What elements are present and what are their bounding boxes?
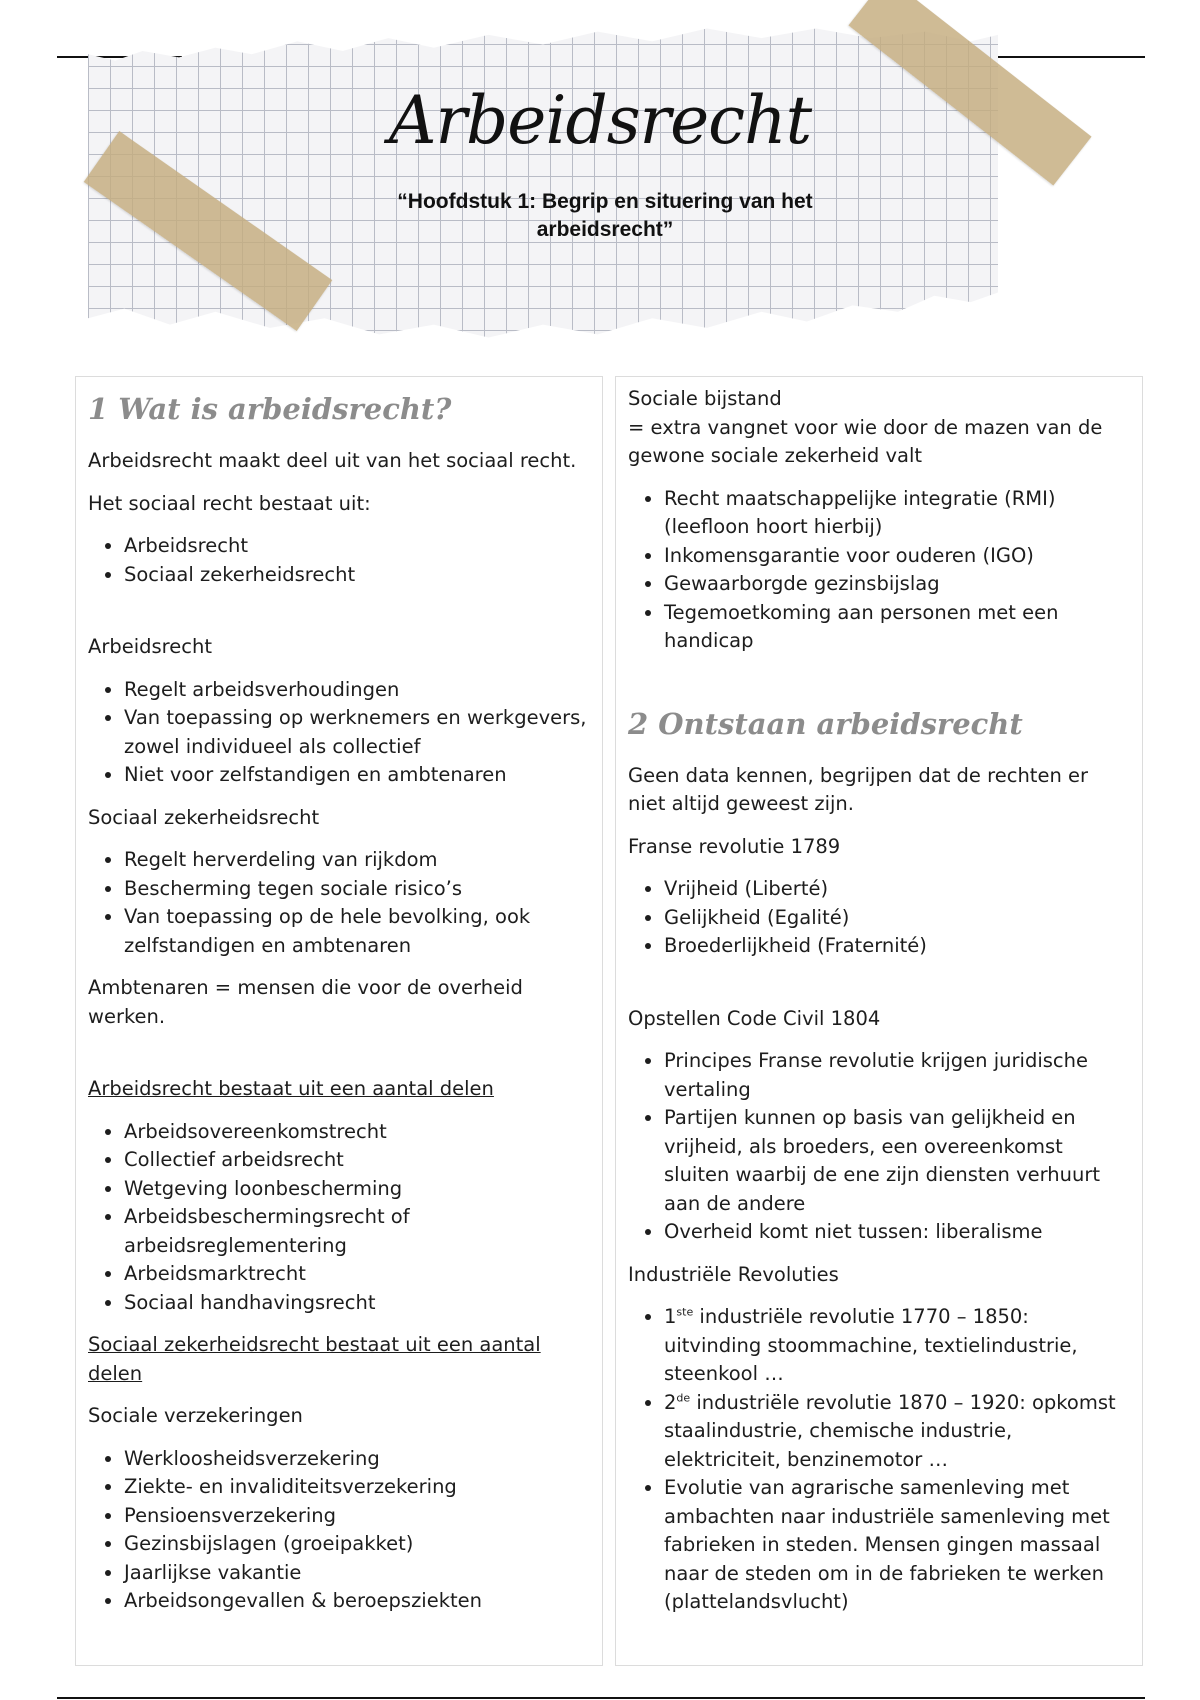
bullet-list xyxy=(88,676,588,790)
list-item: • Overheid komt niet tussen: liberalisme xyxy=(664,1218,1128,1247)
list-item: • Vrijheid (Liberté) xyxy=(664,875,1128,904)
section-1-title: 1 Wat is arbeidsrecht? xyxy=(88,392,452,426)
list-item: • Partijen kunnen op basis van gelijkheid en vrijheid, als broeders, een overeenkomst sluiten waarbij de ene zijn diensten verhuurt aan de andere xyxy=(664,1104,1128,1218)
ordinal-number: 2 xyxy=(664,1390,677,1414)
list-item: • Werkloosheidsverzekering xyxy=(124,1445,588,1474)
document-title: Arbeidsrecht xyxy=(388,82,812,159)
bullet-list xyxy=(88,532,588,589)
footer-rule xyxy=(57,1697,1145,1699)
bullet-list xyxy=(628,1303,1128,1617)
list-item-text: industriële revolutie 1870 – 1920: opkomst staalindustrie, chemische industrie, elektriciteit, benzinemotor … xyxy=(664,1390,1116,1471)
ordinal-suffix: de xyxy=(676,1391,691,1404)
list-item-text: industriële revolutie 1770 – 1850: uitvinding stoommachine, textielindustrie, steenkool … xyxy=(664,1305,1078,1385)
paragraph: Geen data kennen, begrijpen dat de rechten er niet altijd geweest zijn. xyxy=(628,763,1089,815)
list-item: • Arbeidsbeschermingsrecht of arbeidsreglementering xyxy=(124,1203,588,1260)
bullet-list xyxy=(88,1118,588,1318)
list-item xyxy=(664,1389,1128,1475)
list-item: • Gezinsbijslagen (groeipakket) xyxy=(124,1530,588,1559)
list-item: • Arbeidsmarktrecht xyxy=(124,1260,588,1289)
header-rule-right xyxy=(990,56,1145,58)
bullet-list xyxy=(88,1445,588,1616)
list-item: • Niet voor zelfstandigen en ambtenaren xyxy=(124,761,588,790)
list-item: • Jaarlijkse vakantie xyxy=(124,1559,588,1588)
subheading: Sociale bijstand xyxy=(628,387,782,410)
section-2-title: 2 Ontstaan arbeidsrecht xyxy=(628,706,1023,741)
list-item: • Gelijkheid (Egalité) xyxy=(664,904,1128,933)
list-item: • Evolutie van agrarische samenleving met ambachten naar industriële samenleving met fabrieken in steden. Mensen gingen massaal naar de steden om in de fabrieken te werken (plattelandsvlucht) xyxy=(664,1474,1128,1617)
list-item: • Sociaal handhavingsrecht xyxy=(124,1289,588,1318)
subheading: Sociaal zekerheidsrecht xyxy=(88,805,320,829)
subheading: Opstellen Code Civil 1804 xyxy=(628,1006,881,1030)
list-item: • Ziekte- en invaliditeitsverzekering xyxy=(124,1473,588,1502)
list-item: • Van toepassing op de hele bevolking, ook zelfstandigen en ambtenaren xyxy=(124,903,588,960)
paragraph: Arbeidsrecht maakt deel uit van het sociaal recht. xyxy=(88,449,577,472)
grid-paper-banner xyxy=(88,22,998,344)
subheading: Arbeidsrecht xyxy=(88,635,212,658)
list-item: • Principes Franse revolutie krijgen juridische vertaling xyxy=(664,1047,1128,1104)
bullet-list xyxy=(628,875,1128,961)
ordinal-suffix: ste xyxy=(676,1305,694,1319)
subheading: Franse revolutie 1789 xyxy=(628,834,841,858)
paragraph: Ambtenaren = mensen die voor de overheid werken. xyxy=(88,976,523,1028)
right-column xyxy=(615,376,1143,1666)
list-item: • Arbeidsovereenkomstrecht xyxy=(124,1118,588,1147)
list-item: • Arbeidsrecht xyxy=(124,532,588,561)
subheading-underlined: Arbeidsrecht bestaat uit een aantal delen xyxy=(88,1077,494,1100)
list-item: • Recht maatschappelijke integratie (RMI) (leefloon hoort hierbij) xyxy=(664,485,1128,542)
left-column xyxy=(75,376,603,1666)
bullet-list xyxy=(628,485,1128,656)
list-item: • Wetgeving loonbescherming xyxy=(124,1175,588,1204)
list-item: • Tegemoetkoming aan personen met een handicap xyxy=(664,599,1128,656)
list-item: • Gewaarborgde gezinsbijslag xyxy=(664,570,1128,599)
paragraph: Het sociaal recht bestaat uit: xyxy=(88,491,371,515)
list-item: • Regelt herverdeling van rijkdom xyxy=(124,846,588,875)
list-item: • Pensioensverzekering xyxy=(124,1502,588,1531)
subheading: Sociale verzekeringen xyxy=(88,1404,303,1427)
list-item: • Inkomensgarantie voor ouderen (IGO) xyxy=(664,542,1128,571)
list-item: • Broederlijkheid (Fraternité) xyxy=(664,932,1128,961)
ordinal-number: 1 xyxy=(664,1305,677,1328)
paragraph: = extra vangnet voor wie door de mazen van de gewone sociale zekerheid valt xyxy=(628,415,1103,467)
list-item xyxy=(664,1303,1128,1389)
bullet-list xyxy=(88,846,588,960)
list-item: • Arbeidsongevallen & beroepsziekten xyxy=(124,1587,588,1616)
subheading-underlined: Sociaal zekerheidsrecht bestaat uit een aantal delen xyxy=(88,1333,541,1385)
subheading: Industriële Revoluties xyxy=(628,1262,839,1286)
list-item: • Bescherming tegen sociale risico’s xyxy=(124,875,588,904)
list-item: • Regelt arbeidsverhoudingen xyxy=(124,676,588,705)
bullet-list xyxy=(628,1047,1128,1247)
list-item: • Sociaal zekerheidsrecht xyxy=(124,561,588,590)
document-subtitle: “Hoofdstuk 1: Begrip en situering van het arbeidsrecht” xyxy=(397,190,813,241)
list-item: • Van toepassing op werknemers en werkgevers, zowel individueel als collectief xyxy=(124,704,588,761)
list-item: • Collectief arbeidsrecht xyxy=(124,1146,588,1175)
